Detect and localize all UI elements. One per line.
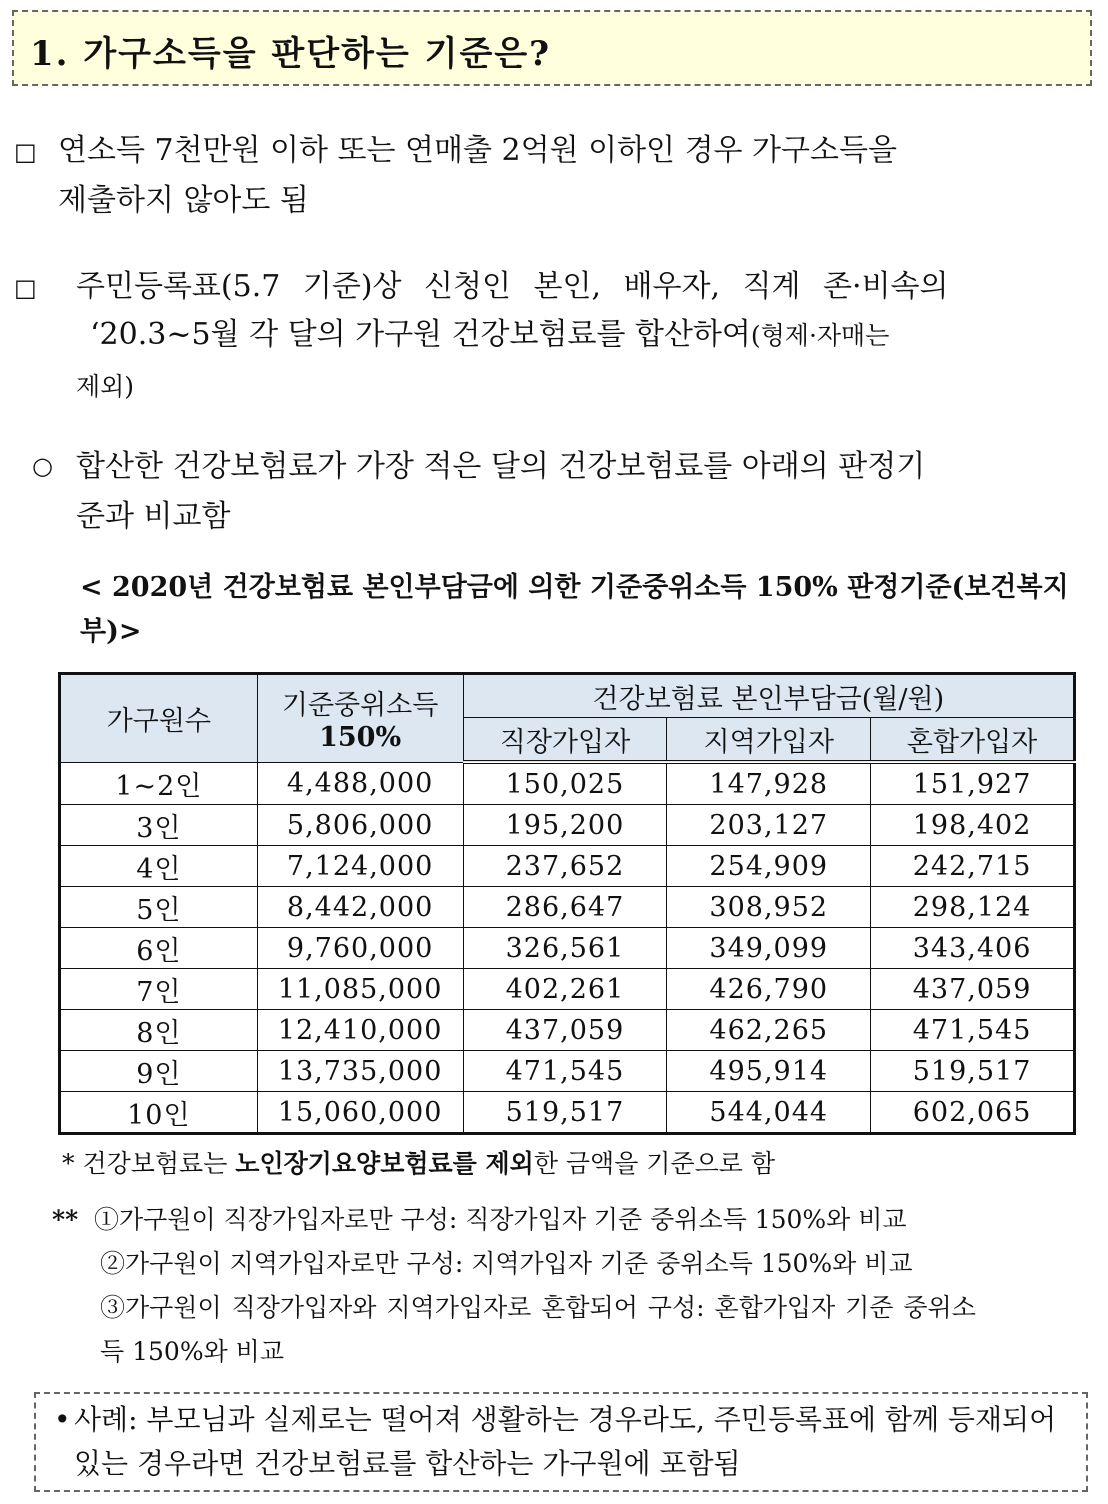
square-bullet-icon: □ [14,274,37,302]
household-size-cell: 3인 [60,805,258,846]
household-size-cell: 7인 [60,969,258,1010]
regional-premium-cell: 147,928 [667,762,871,805]
table-row [60,928,1075,969]
median-income-cell: 15,060,000 [257,1092,463,1134]
table-row [60,805,1075,846]
employee-premium-cell: 326,561 [463,928,667,969]
case-example-box [34,1392,1088,1492]
mixed-premium-cell: 519,517 [871,1051,1075,1092]
employee-premium-cell: 402,261 [463,969,667,1010]
employee-premium-cell: 437,059 [463,1010,667,1051]
median-income-cell: 11,085,000 [257,969,463,1010]
mixed-premium-cell: 471,545 [871,1010,1075,1051]
header-median-line1: 기준중위소득 [281,690,439,722]
section2-line3: 제외) [76,372,135,401]
table-row [60,1010,1075,1051]
note1-suffix: 한 금액을 기준으로 함 [533,1149,776,1178]
regional-premium-cell: 308,952 [667,887,871,928]
note-1 [62,1142,775,1186]
mixed-premium-cell: 343,406 [871,928,1075,969]
median-income-cell: 4,488,000 [257,762,463,805]
employee-premium-cell: 237,652 [463,846,667,887]
regional-premium-cell: 349,099 [667,928,871,969]
median-income-cell: 13,735,000 [257,1051,463,1092]
header-household-size: 가구원수 [60,674,258,763]
table-caption: < 2020년 건강보험료 본인부담금에 의한 기준중위소득 150% 판정기준(보건복지부)> [80,572,1069,647]
page-title: 1. 가구소득을 판단하는 기준은? [30,34,552,74]
employee-premium-cell: 519,517 [463,1092,667,1134]
employee-premium-cell: 471,545 [463,1051,667,1092]
regional-premium-cell: 426,790 [667,969,871,1010]
employee-premium-cell: 195,200 [463,805,667,846]
regional-premium-cell: 462,265 [667,1010,871,1051]
section3-line2: 준과 비교함 [76,499,231,534]
household-size-cell: 5인 [60,887,258,928]
mixed-premium-cell: 298,124 [871,887,1075,928]
section2-line2 [90,310,1108,361]
median-income-cell: 8,442,000 [257,887,463,928]
household-size-cell: 1~2인 [60,762,258,805]
case-example-text: 사례: 부모님과 실제로는 떨어져 생활하는 경우라도, 주민등록표에 함께 등재되어 있는 경우라면 건강보험료를 합산하는 가구원에 포함됨 [74,1403,1057,1480]
header-premium: 건강보험료 본인부담금(월/원) [463,674,1074,718]
income-criteria-table [58,672,1076,1135]
note1-bold: 노인장기요양보험료를 제외 [235,1149,534,1178]
header-median-income [257,674,463,763]
employee-premium-cell: 150,025 [463,762,667,805]
regional-premium-cell: 544,044 [667,1092,871,1134]
median-income-cell: 12,410,000 [257,1010,463,1051]
note2-item2: ②가구원이 지역가입자로만 구성: 지역가입자 기준 중위소득 150%와 비교 [100,1249,913,1278]
mixed-premium-cell: 198,402 [871,805,1075,846]
mixed-premium-cell: 602,065 [871,1092,1075,1134]
note2-item1: ①가구원이 직장가입자로만 구성: 직장가입자 기준 중위소득 150%와 비교 [94,1205,907,1234]
header-employee: 직장가입자 [463,718,667,763]
median-income-cell: 7,124,000 [257,846,463,887]
section2-line2-aside: (형제·자매는 [750,321,890,350]
table-row [60,1092,1075,1134]
mixed-premium-cell: 151,927 [871,762,1075,805]
mixed-premium-cell: 437,059 [871,969,1075,1010]
regional-premium-cell: 495,914 [667,1051,871,1092]
header-median-line2: 150% [319,722,402,754]
note2-marker: ** [52,1205,79,1234]
note2-item3-line1: ③가구원이 직장가입자와 지역가입자로 혼합되어 구성: 혼합가입자 기준 중위소 [100,1293,976,1322]
bullet-dot-icon: • [54,1403,71,1436]
household-size-cell: 6인 [60,928,258,969]
section2-line2-main: ‘20.3~5월 각 달의 가구원 건강보험료를 합산하여 [90,317,751,352]
square-bullet-icon: □ [14,138,37,166]
section1-line1: 연소득 7천만원 이하 또는 연매출 2억원 이하인 경우 가구소득을 [58,133,897,168]
household-size-cell: 4인 [60,846,258,887]
regional-premium-cell: 203,127 [667,805,871,846]
section3-line1: 합산한 건강보험료가 가장 적은 달의 건강보험료를 아래의 판정기 [76,449,926,484]
table-row [60,887,1075,928]
title-box [12,10,1092,86]
table-row [60,969,1075,1010]
employee-premium-cell: 286,647 [463,887,667,928]
section1-line2: 제출하지 않아도 됨 [58,183,309,218]
note1-prefix: * 건강보험료는 [62,1149,236,1178]
section2-line1: 주민등록표(5.7 기준)상 신청인 본인, 배우자, 직계 존·비속의 [76,269,949,304]
table-row [60,1051,1075,1092]
mixed-premium-cell: 242,715 [871,846,1075,887]
median-income-cell: 5,806,000 [257,805,463,846]
note2-item3-line2: 득 150%와 비교 [100,1337,284,1366]
table-row [60,846,1075,887]
header-regional: 지역가입자 [667,718,871,763]
household-size-cell: 8인 [60,1010,258,1051]
regional-premium-cell: 254,909 [667,846,871,887]
circle-bullet-icon: ○ [32,452,53,480]
header-mixed: 혼합가입자 [871,718,1075,763]
household-size-cell: 10인 [60,1092,258,1134]
table-row [60,762,1075,805]
median-income-cell: 9,760,000 [257,928,463,969]
household-size-cell: 9인 [60,1051,258,1092]
